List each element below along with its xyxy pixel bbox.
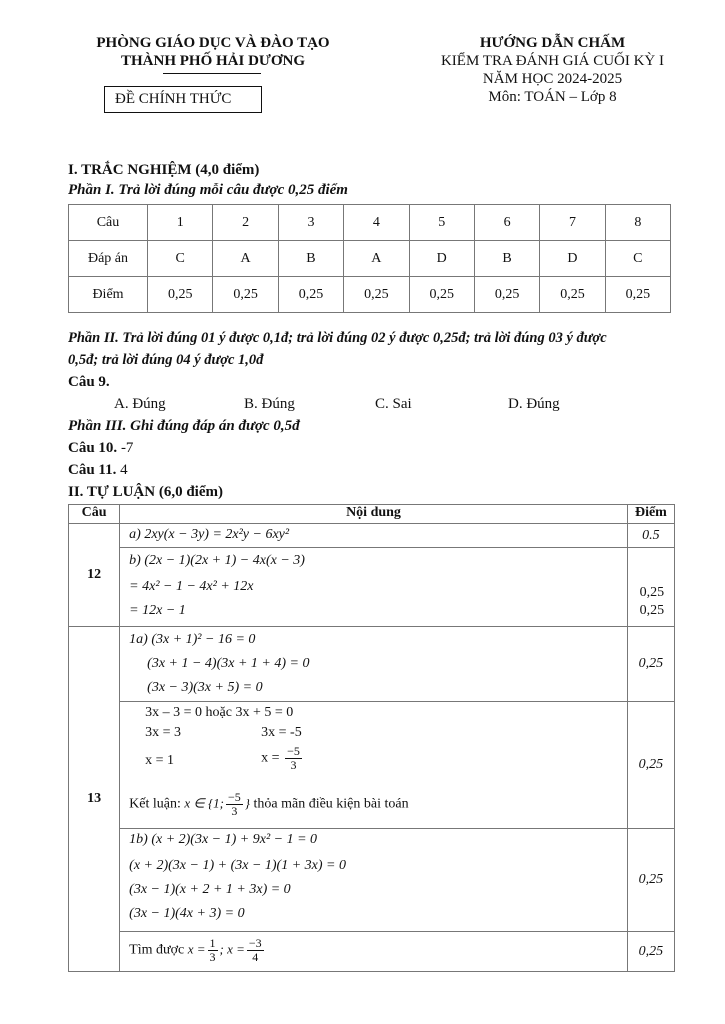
mc-cell: 8 xyxy=(605,205,670,241)
row-label: Điểm xyxy=(69,277,148,313)
mc-cell: 4 xyxy=(344,205,409,241)
mc-cell: 0,25 xyxy=(148,277,213,313)
q13-part1-points: 0,25 xyxy=(627,627,674,702)
q10-value: -7 xyxy=(120,440,134,456)
mc-cell: D xyxy=(540,241,605,277)
row-label: Đáp án xyxy=(69,241,148,277)
mc-cell: 0,25 xyxy=(344,277,409,313)
q11-answer xyxy=(68,462,128,479)
q13-part1-content xyxy=(120,627,628,702)
q13-part3-line4: (3x − 1)(4x + 3) = 0 xyxy=(129,906,245,921)
found-label: Tìm được xyxy=(129,942,185,958)
mc-cell: B xyxy=(474,241,539,277)
q12a-content xyxy=(120,524,628,548)
essay-table xyxy=(68,504,675,972)
q9-option-a: A. Đúng xyxy=(114,396,166,412)
q13-part2-line1: 3x – 3 = 0 hoặc 3x + 5 = 0 xyxy=(145,705,294,720)
mc-cell: C xyxy=(148,241,213,277)
x-equals-label: x = xyxy=(261,750,280,766)
mc-cell: D xyxy=(409,241,474,277)
mc-cell: 7 xyxy=(540,205,605,241)
q12b-content xyxy=(120,548,628,627)
mc-cell: 0,25 xyxy=(474,277,539,313)
school-year: NĂM HỌC 2024-2025 xyxy=(482,71,623,87)
q13-part3-row xyxy=(69,829,675,932)
q9-option-c: C. Sai xyxy=(375,396,412,412)
header-points: Điểm xyxy=(627,505,674,524)
q13-part1-row xyxy=(69,627,675,702)
part2-title-line1: Phần II. Trả lời đúng 01 ý được 0,1đ; trả lời đúng 02 ý được 0,25đ; trả lời đúng 03 ý được xyxy=(68,330,607,346)
fraction-denominator: 3 xyxy=(290,758,297,772)
row-label: Câu xyxy=(69,205,148,241)
q13-part3-line2: (x + 2)(3x − 1) + (3x − 1)(1 + 3x) = 0 xyxy=(129,858,346,873)
q12b-points xyxy=(627,548,674,627)
q12a-row xyxy=(69,524,675,548)
q13-part2-points: 0,25 xyxy=(627,702,674,829)
q13-part1-line1: 1a) (3x + 1)² − 16 = 0 xyxy=(129,632,256,647)
exam-name: KIỂM TRA ĐÁNH GIÁ CUỐI KỲ I xyxy=(440,53,665,69)
conclusion-text: thỏa mãn điều kiện bài toán xyxy=(253,796,409,812)
fraction-numerator: −5 xyxy=(287,744,300,758)
official-exam-label: ĐỀ CHÍNH THỨC xyxy=(115,91,232,107)
q9-label: Câu 9. xyxy=(68,374,110,390)
found-x2-label: ; x = xyxy=(219,941,245,957)
mc-cell: 3 xyxy=(278,205,343,241)
fraction-1-over-3 xyxy=(208,937,218,964)
mc-cell: 0,25 xyxy=(213,277,278,313)
fraction-numerator: 1 xyxy=(209,936,216,950)
part1-title: Phần I. Trả lời đúng mỗi câu được 0,25 điểm xyxy=(68,182,348,198)
city-name: THÀNH PHỐ HẢI DƯƠNG xyxy=(120,53,306,69)
header-question: Câu xyxy=(69,505,120,524)
mc-cell: C xyxy=(605,241,670,277)
section1-title: I. TRẮC NGHIỆM (4,0 điểm) xyxy=(68,162,260,178)
part3-title: Phần III. Ghi đúng đáp án được 0,5đ xyxy=(68,418,300,434)
q12b-points-2: 0,25 xyxy=(639,603,665,618)
q13-result-content xyxy=(120,932,628,972)
mc-points-row xyxy=(69,277,671,313)
q11-label: Câu 11. xyxy=(68,462,117,478)
q10-label: Câu 10. xyxy=(68,440,118,456)
mc-cell: 5 xyxy=(409,205,474,241)
q13-part2-line2b: 3x = -5 xyxy=(261,725,302,740)
official-exam-box xyxy=(104,86,262,113)
mc-cell: A xyxy=(213,241,278,277)
mc-answer-row xyxy=(69,241,671,277)
fraction-numerator: −3 xyxy=(248,936,262,950)
mc-cell: B xyxy=(278,241,343,277)
q13-part1-line3: (3x − 3)(3x + 5) = 0 xyxy=(147,680,263,695)
q12a-points: 0.5 xyxy=(627,524,674,548)
q13-part2-line3b xyxy=(261,745,304,772)
solution-set-close: } xyxy=(244,795,250,811)
guide-title: HƯỚNG DẪN CHẤM xyxy=(479,35,626,51)
q13-part2-line3a: x = 1 xyxy=(145,753,175,768)
q9-option-d: D. Đúng xyxy=(508,396,560,412)
solution-set-open: x ∈ {1; xyxy=(184,795,224,811)
mc-cell: 6 xyxy=(474,205,539,241)
q12b-line1: b) (2x − 1)(2x + 1) − 4x(x − 3) xyxy=(129,553,305,568)
q13-part1-line2: (3x + 1 − 4)(3x + 1 + 4) = 0 xyxy=(147,656,310,671)
fraction-numerator: −5 xyxy=(228,790,241,804)
mc-cell: 0,25 xyxy=(540,277,605,313)
mc-cell: 1 xyxy=(148,205,213,241)
header-content: Nội dung xyxy=(120,505,628,524)
q9-option-b: B. Đúng xyxy=(244,396,295,412)
q13-part2-row xyxy=(69,702,675,829)
solution-set-fraction xyxy=(226,791,243,818)
q13-conclusion xyxy=(129,791,408,818)
section2-title: II. TỰ LUẬN (6,0 điểm) xyxy=(68,484,224,500)
fraction-denominator: 3 xyxy=(231,804,238,818)
conclusion-label: Kết luận: xyxy=(129,796,181,812)
q13-part3-content xyxy=(120,829,628,932)
essay-header-row xyxy=(69,505,675,524)
mc-cell: 0,25 xyxy=(278,277,343,313)
q12b-points-1: 0,25 xyxy=(639,585,665,600)
q12b-line3: = 12x − 1 xyxy=(129,603,186,618)
q13-result-row xyxy=(69,932,675,972)
q10-answer xyxy=(68,440,133,457)
mc-question-row xyxy=(69,205,671,241)
fraction-minus3-over-4 xyxy=(247,937,264,964)
multiple-choice-table xyxy=(68,204,671,313)
found-x1-label: x = xyxy=(187,941,206,957)
subject-grade: Môn: TOÁN – Lớp 8 xyxy=(488,89,617,105)
mc-cell: 0,25 xyxy=(409,277,474,313)
fraction-denominator: 4 xyxy=(252,950,259,964)
mc-cell: A xyxy=(344,241,409,277)
q12b-line2: = 4x² − 1 − 4x² + 12x xyxy=(129,579,254,594)
q13-part3-line3: (3x − 1)(x + 2 + 1 + 3x) = 0 xyxy=(129,882,291,897)
header-divider xyxy=(163,73,261,74)
q13-part3-points: 0,25 xyxy=(627,829,674,932)
fraction-denominator: 3 xyxy=(209,950,216,964)
department-name: PHÒNG GIÁO DỤC VÀ ĐÀO TẠO xyxy=(96,35,330,51)
q11-value: 4 xyxy=(120,462,128,478)
q12a-equation: a) 2xy(x − 3y) = 2x²y − 6xy² xyxy=(129,527,290,542)
q13-part2-content xyxy=(120,702,628,829)
mc-cell: 2 xyxy=(213,205,278,241)
q13-result-line xyxy=(121,933,626,968)
q12-number: 12 xyxy=(69,524,120,627)
q13-part2-line2a: 3x = 3 xyxy=(145,725,182,740)
q13-number: 13 xyxy=(69,627,120,972)
q13-part3-line1: 1b) (x + 2)(3x − 1) + 9x² − 1 = 0 xyxy=(129,832,318,847)
fraction-minus5-over-3 xyxy=(285,745,302,772)
part2-title-line2: 0,5đ; trả lời đúng 04 ý được 1,0đ xyxy=(68,352,264,368)
mc-cell: 0,25 xyxy=(605,277,670,313)
q12b-row xyxy=(69,548,675,627)
q13-result-points: 0,25 xyxy=(627,932,674,972)
